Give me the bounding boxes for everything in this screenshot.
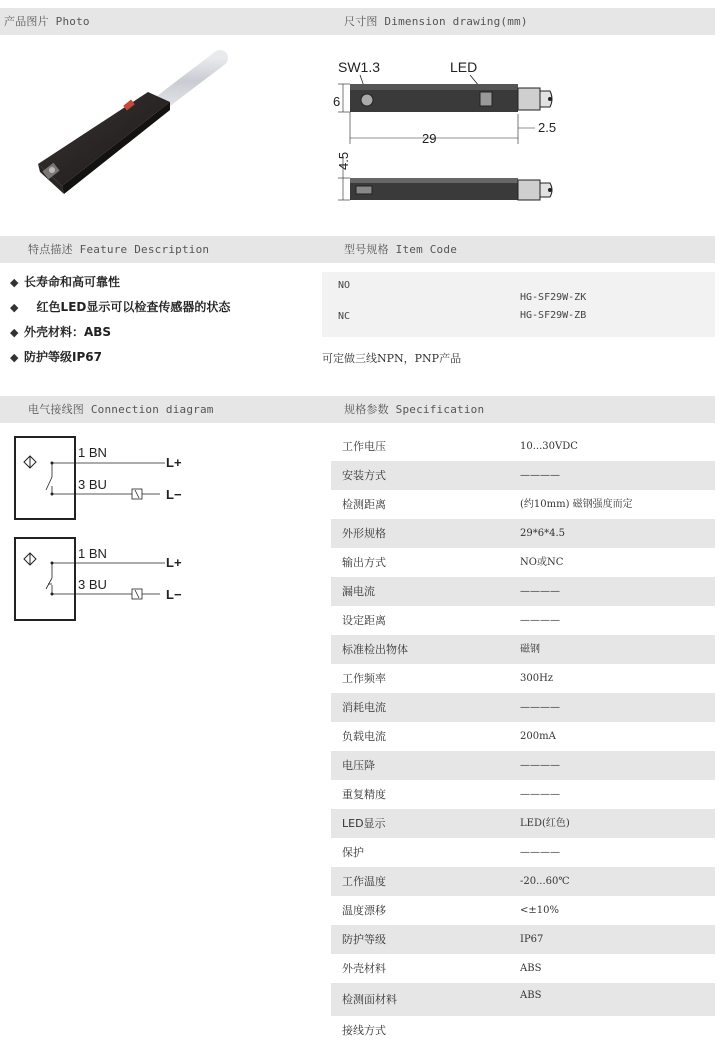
feature-item: ◆ 红色LED显示可以检查传感器的状态 bbox=[10, 297, 230, 317]
l-plus-label: L+ bbox=[166, 455, 182, 470]
header-bar-features bbox=[0, 236, 715, 263]
wire-3-label: 3 BU bbox=[78, 477, 107, 492]
spec-row: 负载电流 200mA bbox=[342, 730, 556, 743]
nc-code: HG-SF29W-ZB bbox=[520, 310, 587, 321]
spec-row: 工作温度 -20...60℃ bbox=[331, 867, 715, 896]
no-code: HG-SF29W-ZK bbox=[520, 292, 587, 303]
item-code-table bbox=[322, 272, 715, 337]
l-minus-label: L− bbox=[166, 487, 182, 502]
sw-label: SW1.3 bbox=[338, 59, 381, 75]
specification-header: 规格参数 Specification bbox=[344, 403, 485, 416]
spec-row: 温度漂移 <±10% bbox=[342, 904, 559, 917]
spec-row: 电压降 ———— bbox=[331, 751, 715, 780]
diamond-bullet-icon: ◆ bbox=[10, 351, 19, 364]
wire-1-label: 1 BN bbox=[78, 546, 107, 561]
no-label: NO bbox=[338, 280, 351, 291]
custom-note: 可定做三线NPN，PNP产品 bbox=[322, 352, 462, 365]
spec-row: 设定距离 ———— bbox=[342, 614, 560, 627]
feature-item: ◆ 外壳材料：ABS bbox=[10, 322, 111, 342]
connection-diagram bbox=[10, 432, 210, 632]
wire-1-label: 1 BN bbox=[78, 445, 107, 460]
connection-header: 电气接线图 Connection diagram bbox=[28, 403, 214, 416]
nc-label: NC bbox=[338, 311, 351, 322]
header-bar-photo bbox=[0, 8, 715, 35]
diamond-bullet-icon: ◆ bbox=[10, 326, 19, 339]
l-plus-label: L+ bbox=[166, 555, 182, 570]
photo-header: 产品图片 Photo bbox=[4, 15, 90, 28]
l-minus-label: L− bbox=[166, 587, 182, 602]
spec-row: 消耗电流 ———— bbox=[331, 693, 715, 722]
item-code-header: 型号规格 Item Code bbox=[344, 243, 458, 256]
length-dim: 29 bbox=[422, 131, 437, 146]
led-label: LED bbox=[450, 59, 478, 75]
dimension-header: 尺寸图 Dimension drawing(mm) bbox=[344, 15, 528, 28]
spec-row: 外壳材料 ABS bbox=[342, 962, 542, 975]
spec-row: 检测面材料 ABS bbox=[331, 983, 715, 1016]
spec-row: 工作频率 300Hz bbox=[342, 672, 554, 685]
feature-item: ◆ 防护等级IP67 bbox=[10, 347, 102, 367]
diamond-bullet-icon: ◆ bbox=[10, 301, 19, 314]
spec-row: 检测距离 (约10mm) 磁钢强度而定 bbox=[342, 498, 633, 511]
spec-row: 重复精度 ———— bbox=[342, 788, 560, 801]
diamond-bullet-icon: ◆ bbox=[10, 276, 19, 289]
spec-row: 工作电压 10...30VDC bbox=[342, 440, 578, 453]
spec-row: 保护 ———— bbox=[342, 846, 560, 859]
spec-row: 输出方式 NO或NC bbox=[342, 556, 564, 569]
spec-row: 标准检出物体 磁钢 bbox=[331, 635, 715, 664]
thickness-dim: 4.5 bbox=[336, 151, 351, 170]
spec-row: LED显示 LED(红色) bbox=[331, 809, 715, 838]
spec-row: 安装方式 ———— bbox=[331, 461, 715, 490]
dimension-drawing bbox=[330, 52, 570, 212]
product-photo bbox=[20, 44, 320, 224]
header-bar-connection bbox=[0, 396, 715, 423]
features-header: 特点描述 Feature Description bbox=[28, 243, 210, 256]
cable-dim: 2.5 bbox=[538, 120, 557, 135]
spec-row: 接线方式 bbox=[342, 1024, 386, 1037]
wire-3-label: 3 BU bbox=[78, 577, 107, 592]
feature-item: ◆ 长寿命和高可靠性 bbox=[10, 272, 120, 292]
spec-row: 外形规格 29*6*4.5 bbox=[331, 519, 715, 548]
spec-row: 漏电流 ———— bbox=[331, 577, 715, 606]
spec-row: 防护等级 IP67 bbox=[331, 925, 715, 954]
height-dim: 6 bbox=[333, 94, 341, 109]
